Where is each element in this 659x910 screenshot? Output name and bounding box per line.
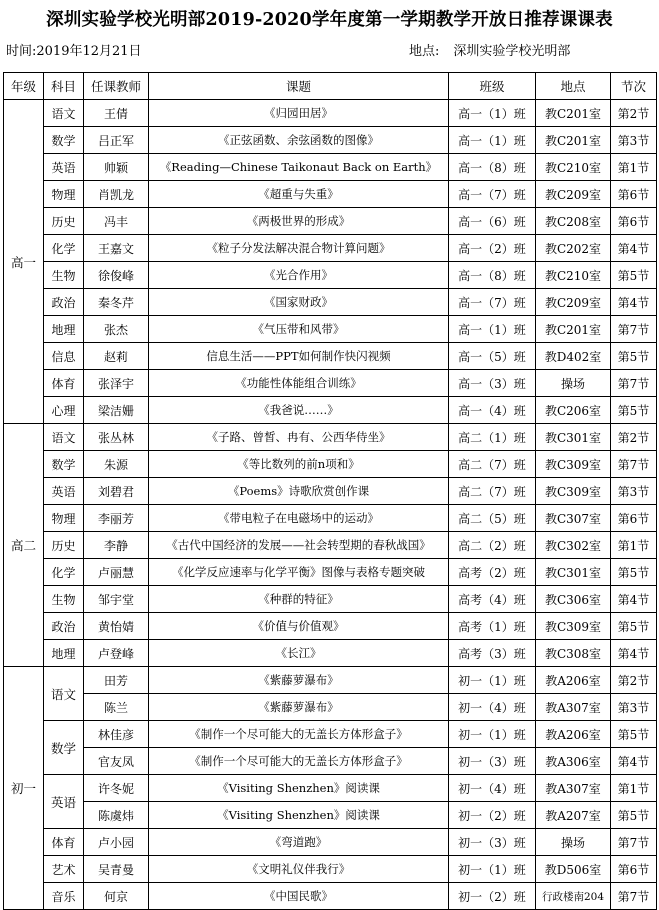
- location-cell: 教C306室: [536, 586, 611, 613]
- teacher-cell: 张杰: [84, 316, 149, 343]
- class-cell: 初一（4）班: [449, 694, 536, 721]
- time-info: [6, 40, 142, 59]
- teacher-cell: 陈兰: [84, 694, 149, 721]
- grade-cell: 高一: [4, 100, 44, 424]
- location-cell: 教C206室: [536, 397, 611, 424]
- location-cell: 教A307室: [536, 775, 611, 802]
- period-cell: 第5节: [611, 559, 657, 586]
- period-cell: 第6节: [611, 856, 657, 883]
- period-cell: 第1节: [611, 775, 657, 802]
- period-cell: 第7节: [611, 829, 657, 856]
- table-row: [4, 235, 657, 262]
- period-cell: 第4节: [611, 289, 657, 316]
- class-cell: 初一（1）班: [449, 667, 536, 694]
- topic-cell: 《归园田居》: [149, 100, 449, 127]
- topic-cell: 《Poems》诗歌欣赏创作课: [149, 478, 449, 505]
- table-row: [4, 613, 657, 640]
- location-cell: 教C202室: [536, 235, 611, 262]
- subject-cell: 体育: [44, 829, 84, 856]
- table-row: [4, 478, 657, 505]
- location-cell: 教A206室: [536, 721, 611, 748]
- class-cell: 高一（4）班: [449, 397, 536, 424]
- table-row: [4, 856, 657, 883]
- subject-cell: 语文: [44, 100, 84, 127]
- topic-cell: 《弯道跑》: [149, 829, 449, 856]
- subject-cell: 地理: [44, 640, 84, 667]
- topic-cell: 《正弦函数、余弦函数的图像》: [149, 127, 449, 154]
- topic-cell: 《紫藤萝瀑布》: [149, 667, 449, 694]
- class-cell: 高考（4）班: [449, 586, 536, 613]
- class-cell: 高一（3）班: [449, 370, 536, 397]
- class-cell: 初一（1）班: [449, 856, 536, 883]
- table-row: [4, 316, 657, 343]
- subject-cell: 政治: [44, 289, 84, 316]
- teacher-cell: 卢登峰: [84, 640, 149, 667]
- location-cell: 教C309室: [536, 478, 611, 505]
- teacher-cell: 徐俊峰: [84, 262, 149, 289]
- subject-cell: 语文: [44, 424, 84, 451]
- table-row: [4, 181, 657, 208]
- table-row: [4, 289, 657, 316]
- topic-cell: 《国家财政》: [149, 289, 449, 316]
- teacher-cell: 李静: [84, 532, 149, 559]
- teacher-cell: 官友凤: [84, 748, 149, 775]
- teacher-cell: 卢小园: [84, 829, 149, 856]
- period-cell: 第1节: [611, 154, 657, 181]
- location-cell: 教C201室: [536, 100, 611, 127]
- period-cell: 第6节: [611, 181, 657, 208]
- table-row: [4, 640, 657, 667]
- class-cell: 高考（3）班: [449, 640, 536, 667]
- table-row: [4, 370, 657, 397]
- class-cell: 初一（3）班: [449, 829, 536, 856]
- period-cell: 第2节: [611, 100, 657, 127]
- teacher-cell: 何京: [84, 883, 149, 910]
- teacher-cell: 田芳: [84, 667, 149, 694]
- location-cell: 行政楼南204: [536, 883, 611, 910]
- subject-cell: 语文: [44, 667, 84, 721]
- class-cell: 初一（4）班: [449, 775, 536, 802]
- location-cell: 教C208室: [536, 208, 611, 235]
- class-cell: 高一（5）班: [449, 343, 536, 370]
- period-cell: 第3节: [611, 478, 657, 505]
- subject-cell: 音乐: [44, 883, 84, 910]
- teacher-cell: 冯丰: [84, 208, 149, 235]
- table-row: [4, 343, 657, 370]
- topic-cell: 《紫藤萝瀑布》: [149, 694, 449, 721]
- location-cell: 教C209室: [536, 181, 611, 208]
- subject-cell: 数学: [44, 721, 84, 775]
- topic-cell: 《Reading—Chinese Taikonaut Back on Earth》: [149, 154, 449, 181]
- subject-cell: 物理: [44, 181, 84, 208]
- class-cell: 高二（7）班: [449, 451, 536, 478]
- topic-cell: 《等比数列的前n项和》: [149, 451, 449, 478]
- location-cell: 教D506室: [536, 856, 611, 883]
- class-cell: 高一（6）班: [449, 208, 536, 235]
- location-cell: 教C309室: [536, 451, 611, 478]
- class-cell: 初一（2）班: [449, 802, 536, 829]
- period-cell: 第2节: [611, 667, 657, 694]
- class-cell: 高一（7）班: [449, 181, 536, 208]
- period-cell: 第4节: [611, 748, 657, 775]
- topic-cell: 《制作一个尽可能大的无盖长方体形盒子》: [149, 721, 449, 748]
- subject-cell: 历史: [44, 532, 84, 559]
- period-cell: 第5节: [611, 613, 657, 640]
- page-title: 深圳实验学校光明部2019-2020学年度第一学期教学开放日推荐课课表: [46, 10, 613, 30]
- location-cell: 教C307室: [536, 505, 611, 532]
- class-cell: 高二（1）班: [449, 424, 536, 451]
- location-cell: 教A207室: [536, 802, 611, 829]
- teacher-cell: 张泽宇: [84, 370, 149, 397]
- location-cell: 教C210室: [536, 154, 611, 181]
- grade-cell: 高二: [4, 424, 44, 667]
- teacher-cell: 邹宇堂: [84, 586, 149, 613]
- teacher-cell: 朱源: [84, 451, 149, 478]
- location-cell: 教C302室: [536, 532, 611, 559]
- topic-cell: 《文明礼仪伴我行》: [149, 856, 449, 883]
- table-body: [4, 100, 657, 910]
- table-row: [4, 694, 657, 721]
- table-row: [4, 424, 657, 451]
- table-row: [4, 775, 657, 802]
- period-cell: 第4节: [611, 640, 657, 667]
- teacher-cell: 李丽芳: [84, 505, 149, 532]
- topic-cell: 《化学反应速率与化学平衡》图像与表格专题突破: [149, 559, 449, 586]
- topic-cell: 《子路、曾皙、冉有、公西华侍坐》: [149, 424, 449, 451]
- table-row: [4, 208, 657, 235]
- teacher-cell: 刘碧君: [84, 478, 149, 505]
- period-cell: 第5节: [611, 721, 657, 748]
- subject-cell: 历史: [44, 208, 84, 235]
- location-cell: 教C301室: [536, 559, 611, 586]
- table-header-row: [4, 73, 657, 100]
- subject-cell: 地理: [44, 316, 84, 343]
- teacher-cell: 梁洁姗: [84, 397, 149, 424]
- topic-cell: 《中国民歌》: [149, 883, 449, 910]
- header-period: 节次: [611, 73, 657, 100]
- table-row: [4, 721, 657, 748]
- table-row: [4, 829, 657, 856]
- period-cell: 第5节: [611, 262, 657, 289]
- teacher-cell: 王嘉文: [84, 235, 149, 262]
- teacher-cell: 赵莉: [84, 343, 149, 370]
- location-value: 深圳实验学校光明部: [453, 44, 571, 59]
- subject-cell: 生物: [44, 262, 84, 289]
- location-cell: 教C210室: [536, 262, 611, 289]
- topic-cell: 《光合作用》: [149, 262, 449, 289]
- location-cell: 教C201室: [536, 127, 611, 154]
- class-cell: 初一（3）班: [449, 748, 536, 775]
- table-row: [4, 883, 657, 910]
- grade-cell: 初一: [4, 667, 44, 910]
- subject-cell: 数学: [44, 451, 84, 478]
- period-cell: 第5节: [611, 397, 657, 424]
- period-cell: 第7节: [611, 370, 657, 397]
- location-cell: 教C308室: [536, 640, 611, 667]
- time-label: 时间:: [6, 44, 37, 59]
- location-cell: 教A306室: [536, 748, 611, 775]
- teacher-cell: 黄怡婧: [84, 613, 149, 640]
- period-cell: 第7节: [611, 316, 657, 343]
- topic-cell: 《带电粒子在电磁场中的运动》: [149, 505, 449, 532]
- subject-cell: 英语: [44, 154, 84, 181]
- topic-cell: 《气压带和风带》: [149, 316, 449, 343]
- topic-cell: 《制作一个尽可能大的无盖长方体形盒子》: [149, 748, 449, 775]
- subject-cell: 英语: [44, 775, 84, 829]
- class-cell: 高一（1）班: [449, 100, 536, 127]
- class-cell: 高二（7）班: [449, 478, 536, 505]
- period-cell: 第4节: [611, 235, 657, 262]
- period-cell: 第3节: [611, 694, 657, 721]
- table-row: [4, 802, 657, 829]
- topic-cell: 《功能性体能组合训练》: [149, 370, 449, 397]
- header-location: 地点: [536, 73, 611, 100]
- topic-cell: 《价值与价值观》: [149, 613, 449, 640]
- period-cell: 第6节: [611, 208, 657, 235]
- class-cell: 高一（8）班: [449, 262, 536, 289]
- subject-cell: 化学: [44, 559, 84, 586]
- location-label: 地点:: [409, 44, 440, 59]
- class-cell: 高考（2）班: [449, 559, 536, 586]
- teacher-cell: 秦冬芹: [84, 289, 149, 316]
- subject-cell: 艺术: [44, 856, 84, 883]
- class-cell: 高一（2）班: [449, 235, 536, 262]
- topic-cell: 《长江》: [149, 640, 449, 667]
- topic-cell: 《粒子分发法解决混合物计算问题》: [149, 235, 449, 262]
- period-cell: 第5节: [611, 802, 657, 829]
- topic-cell: 《Visiting Shenzhen》阅读课: [149, 802, 449, 829]
- period-cell: 第7节: [611, 883, 657, 910]
- location-cell: 教A206室: [536, 667, 611, 694]
- table-row: [4, 451, 657, 478]
- topic-cell: 信息生活——PPT如何制作快闪视频: [149, 343, 449, 370]
- subject-cell: 数学: [44, 127, 84, 154]
- header-class: 班级: [449, 73, 536, 100]
- topic-cell: 《古代中国经济的发展——社会转型期的春秋战国》: [149, 532, 449, 559]
- location-info: [409, 40, 570, 59]
- teacher-cell: 帅颖: [84, 154, 149, 181]
- period-cell: 第4节: [611, 586, 657, 613]
- subject-cell: 体育: [44, 370, 84, 397]
- table-row: [4, 559, 657, 586]
- period-cell: 第2节: [611, 424, 657, 451]
- location-cell: 教C201室: [536, 316, 611, 343]
- subject-cell: 英语: [44, 478, 84, 505]
- class-cell: 初一（2）班: [449, 883, 536, 910]
- subject-cell: 物理: [44, 505, 84, 532]
- header-teacher: 任课教师: [84, 73, 149, 100]
- period-cell: 第3节: [611, 127, 657, 154]
- teacher-cell: 陈虞炜: [84, 802, 149, 829]
- location-cell: 教D402室: [536, 343, 611, 370]
- teacher-cell: 肖凯龙: [84, 181, 149, 208]
- header-grade: 年级: [4, 73, 44, 100]
- teacher-cell: 林佳彦: [84, 721, 149, 748]
- class-cell: 高一（1）班: [449, 316, 536, 343]
- topic-cell: 《Visiting Shenzhen》阅读课: [149, 775, 449, 802]
- location-cell: 教A307室: [536, 694, 611, 721]
- location-cell: 教C209室: [536, 289, 611, 316]
- schedule-table: [3, 72, 657, 910]
- time-value: 2019年12月21日: [36, 44, 142, 59]
- subject-cell: 信息: [44, 343, 84, 370]
- class-cell: 高一（7）班: [449, 289, 536, 316]
- location-cell: 教C309室: [536, 613, 611, 640]
- topic-cell: 《种群的特征》: [149, 586, 449, 613]
- location-cell: 教C301室: [536, 424, 611, 451]
- table-row: [4, 532, 657, 559]
- class-cell: 高一（8）班: [449, 154, 536, 181]
- teacher-cell: 王倩: [84, 100, 149, 127]
- class-cell: 高考（1）班: [449, 613, 536, 640]
- period-cell: 第5节: [611, 343, 657, 370]
- teacher-cell: 张丛林: [84, 424, 149, 451]
- period-cell: 第7节: [611, 451, 657, 478]
- subject-cell: 化学: [44, 235, 84, 262]
- topic-cell: 《两极世界的形成》: [149, 208, 449, 235]
- teacher-cell: 许冬妮: [84, 775, 149, 802]
- location-cell: 操场: [536, 370, 611, 397]
- subject-cell: 心理: [44, 397, 84, 424]
- topic-cell: 《超重与失重》: [149, 181, 449, 208]
- table-row: [4, 127, 657, 154]
- class-cell: 高二（2）班: [449, 532, 536, 559]
- class-cell: 高一（1）班: [449, 127, 536, 154]
- subject-cell: 生物: [44, 586, 84, 613]
- teacher-cell: 吕正军: [84, 127, 149, 154]
- header-topic: 课题: [149, 73, 449, 100]
- subject-cell: 政治: [44, 613, 84, 640]
- table-row: [4, 667, 657, 694]
- period-cell: 第6节: [611, 505, 657, 532]
- class-cell: 高二（5）班: [449, 505, 536, 532]
- period-cell: 第1节: [611, 532, 657, 559]
- table-row: [4, 397, 657, 424]
- table-row: [4, 505, 657, 532]
- class-cell: 初一（1）班: [449, 721, 536, 748]
- table-row: [4, 262, 657, 289]
- header-subject: 科目: [44, 73, 84, 100]
- location-cell: 操场: [536, 829, 611, 856]
- table-row: [4, 154, 657, 181]
- teacher-cell: 卢丽慧: [84, 559, 149, 586]
- table-row: [4, 100, 657, 127]
- topic-cell: 《我爸说……》: [149, 397, 449, 424]
- teacher-cell: 吴青曼: [84, 856, 149, 883]
- table-row: [4, 748, 657, 775]
- table-row: [4, 586, 657, 613]
